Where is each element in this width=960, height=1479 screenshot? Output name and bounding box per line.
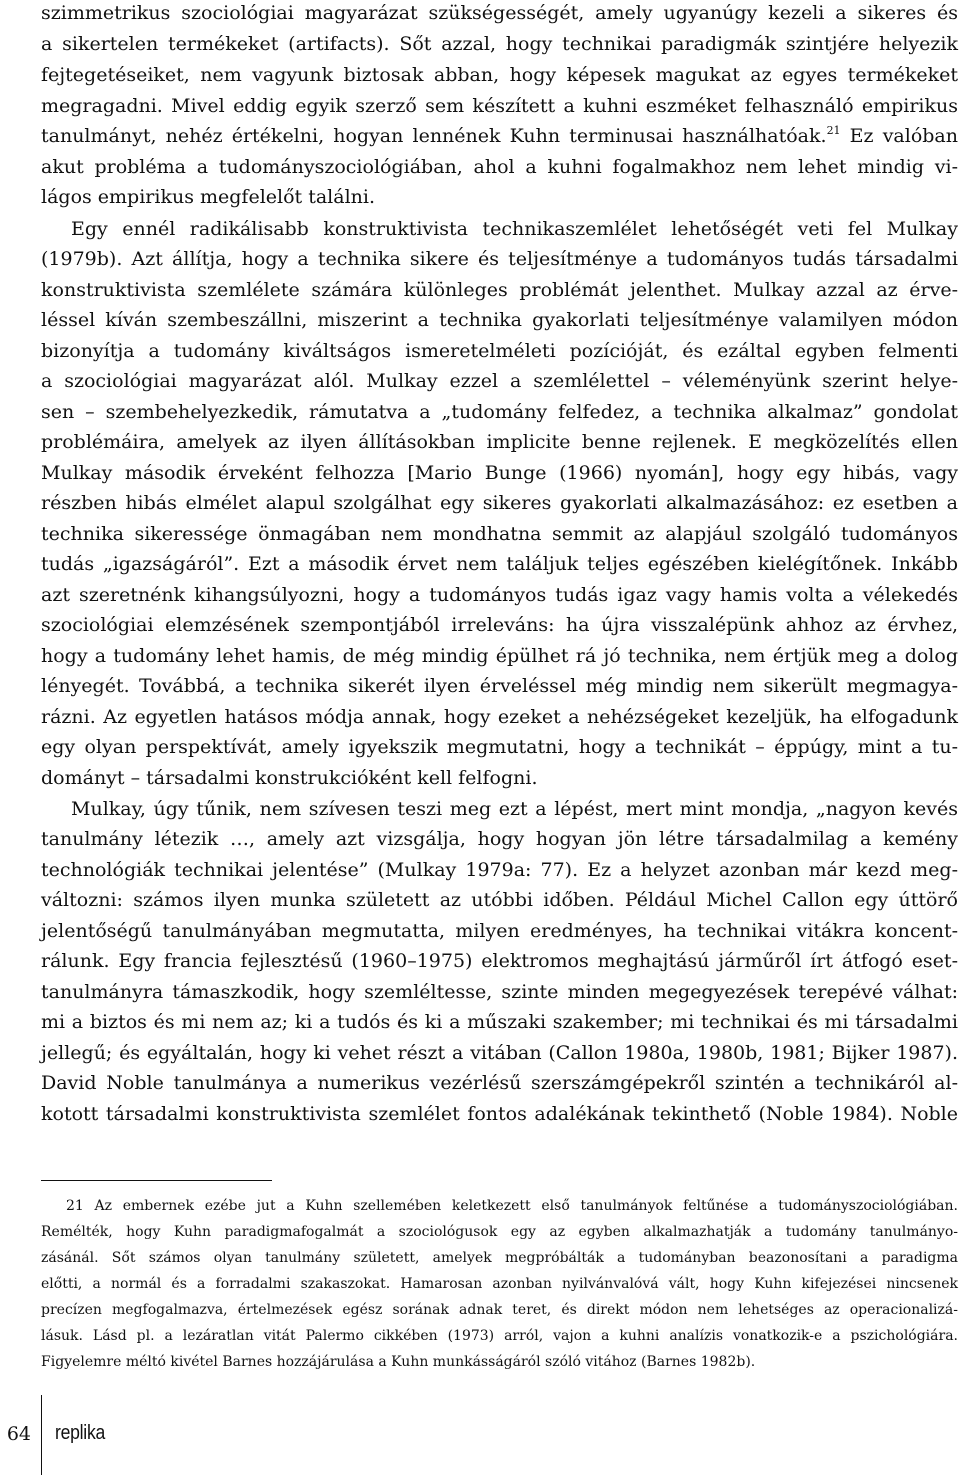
text-line: jelentőségű tanulmányában megmutatta, milyen eredményes, ha technikai vitákra koncent- — [41, 920, 958, 942]
text-line: David Noble tanulmánya a numerikus vezérlésű szerszámgépekről szintén a technikáról al- — [41, 1072, 958, 1094]
text-line: problémáira, amelyek az ilyen állításokban implicite benne rejlenek. E megközelítés ellen — [41, 431, 958, 453]
text-line: rálunk. Egy francia fejlesztésű (1960–1975) elektromos meghajtású járműről írt átfogó eset- — [41, 950, 958, 972]
text-line: mi a biztos és mi nem az; ki a tudós és ki a műszaki szakember; mi technikai és mi társadalmi — [41, 1011, 958, 1033]
text-line: megragadni. Mivel eddig egyik szerző sem készített a kuhni eszméket felhasználó empirikus — [41, 95, 958, 117]
text-line: változni: számos ilyen munka született az utóbbi időben. Például Michel Callon egy úttörő — [41, 889, 958, 911]
footer-divider — [41, 1395, 42, 1475]
paragraph-start-line: Egy ennél radikálisabb konstruktivista technikaszemlélet lehetőségét veti fel Mulkay — [71, 218, 958, 240]
footnote-line: lásuk. Lásd pl. a lezáratlan vitát Palermo cikkében (1973) arról, vajon a kuhni analízis vonatkozik-e a pszichológiára. — [41, 1328, 958, 1344]
journal-logo: replika — [55, 1422, 106, 1444]
footnote-line: 21 Az embernek ezébe jut a Kuhn szellemében keletkezett első tanulmányok feltűnése a tudományszociológiában. — [66, 1198, 958, 1214]
text-segment: Ez valóban — [840, 125, 958, 147]
text-line: tanulmány létezik …, amely azt vizsgálja, hogy hogyan jön létre társadalmilag a kemény — [41, 828, 958, 850]
footnote-separator — [41, 1180, 272, 1181]
text-line: (1979b). Azt állítja, hogy a technika sikere és teljesítménye a tudományos tudás társadalmi — [41, 248, 958, 270]
text-line: a sikertelen termékeket (artifacts). Sőt azzal, hogy technikai paradigmák szintjére helyezik — [41, 33, 958, 55]
text-line: Mulkay második érveként felhozza [Mario Bunge (1966) nyomán], hogy egy hibás, vagy — [41, 462, 958, 484]
text-line: bizonyítja a tudomány kiváltságos ismeretelméleti pozícióját, és ezáltal egyben felmenti — [41, 340, 958, 362]
text-line: akut probléma a tudományszociológiában, ahol a kuhni fogalmakhoz nem lehet mindig vi- — [41, 156, 958, 178]
footnote-reference: 21 — [826, 124, 841, 137]
text-line: részben hibás elmélet alapul szolgálhat egy sikeres gyakorlati alkalmazásához: ez esetben a — [41, 492, 958, 514]
text-line: tanulmányra támaszkodik, hogy szemléltesse, szinte minden megegyezések terepévé válhat: — [41, 981, 958, 1003]
text-line: azt szeretnénk kihangsúlyozni, hogy a tudományos tudás igaz vagy hamis volta a vélekedés — [41, 584, 958, 606]
footnote-line: előtti, a normál és a forradalmi szakaszokat. Hamarosan azonban nyilvánvalóvá vált, hogy Kuhn kifejezései nincsenek — [41, 1276, 958, 1292]
text-line: sen – szembehelyezkedik, rámutatva a „tudomány felfedez, a technika alkalmaz” gondolat — [41, 401, 958, 423]
text-line: dományt – társadalmi konstrukcióként kell felfogni. — [41, 767, 538, 789]
text-line: hogy a tudomány lehet hamis, de még mindig épülhet rá jó technika, nem értjük meg a dolog — [41, 645, 958, 667]
footnote-line: zásánál. Sőt számos olyan tanulmány született, amelyek megpróbálták a tudományban beazonosítani a paradigma — [41, 1250, 958, 1266]
text-line: jellegű; és egyáltalán, hogy ki vehet részt a vitában (Callon 1980a, 1980b, 1981; Bijker 1987). — [41, 1042, 958, 1064]
text-segment: tanulmányt, nehéz értékelni, hogyan lennének Kuhn terminusai használhatóak. — [41, 125, 827, 147]
text-line: szociológiai elemzésének szempontjából irreleváns: ha újra visszalépünk ahhoz az érvhez, — [41, 614, 958, 636]
text-line: a szociológiai magyarázat alól. Mulkay ezzel a szemlélettel – véleményünk szerint helye- — [41, 370, 958, 392]
footnote-line: Remélték, hogy Kuhn paradigmafogalmát a szociológusok egy az egyben alkalmazhatják a tudomány tanulmányo- — [41, 1224, 958, 1240]
footnote-line: Figyelemre méltó kivétel Barnes hozzájárulása a Kuhn munkásságáról szóló vitához (Barnes 1982b). — [41, 1354, 756, 1370]
text-line: fejtegetéseiket, nem vagyunk biztosak abban, hogy képesek magukat az egyes termékeket — [41, 64, 958, 86]
paragraph-start-line: Mulkay, úgy tűnik, nem szívesen teszi meg ezt a lépést, mert mint mondja, „nagyon kevés — [71, 798, 958, 820]
text-line: szimmetrikus szociológiai magyarázat szükségességét, amely ugyanúgy kezeli a sikeres és — [41, 2, 958, 24]
text-line: kotott társadalmi konstruktivista szemlélet fontos adalékának tekinthető (Noble 1984). Noble — [41, 1103, 958, 1125]
text-line: technológiák technikai jelentése” (Mulkay 1979a: 77). Ez a helyzet azonban már kezd meg- — [41, 859, 958, 881]
page-number: 64 — [6, 1423, 31, 1445]
text-line: tudás „igazságáról”. Ezt a második érvet nem találjuk teljes egészében kielégítőnek. Inkább — [41, 553, 958, 575]
text-line: rázni. Az egyetlen hatásos módja annak, hogy ezeket a nehézségeket kezeljük, ha elfogadunk — [41, 706, 958, 728]
text-line-with-footnote-ref — [41, 121, 958, 152]
text-line: lényegét. Továbbá, a technika sikerét ilyen érveléssel még mindig nem sikerült megmagya- — [41, 675, 958, 697]
text-line: konstruktivista szemlélete számára különleges problémát jelenthet. Mulkay azzal az érve- — [41, 279, 958, 301]
footnote-line: precízen megfogalmazva, értelmezések egész sorának adnak teret, és direkt módon nem lehetséges az operacionalizá- — [41, 1302, 958, 1318]
text-line: egy olyan perspektívát, amely igyekszik megmutatni, hogy a technikát – éppúgy, mint a tu- — [41, 736, 958, 758]
text-line: technika sikeressége önmagában nem mondhatna semmit az alapjául szolgáló tudományos — [41, 523, 958, 545]
text-line: lágos empirikus megfelelőt találni. — [41, 186, 376, 208]
text-line: léssel kíván szembeszállni, miszerint a technika gyakorlati teljesítménye valamilyen módon — [41, 309, 958, 331]
